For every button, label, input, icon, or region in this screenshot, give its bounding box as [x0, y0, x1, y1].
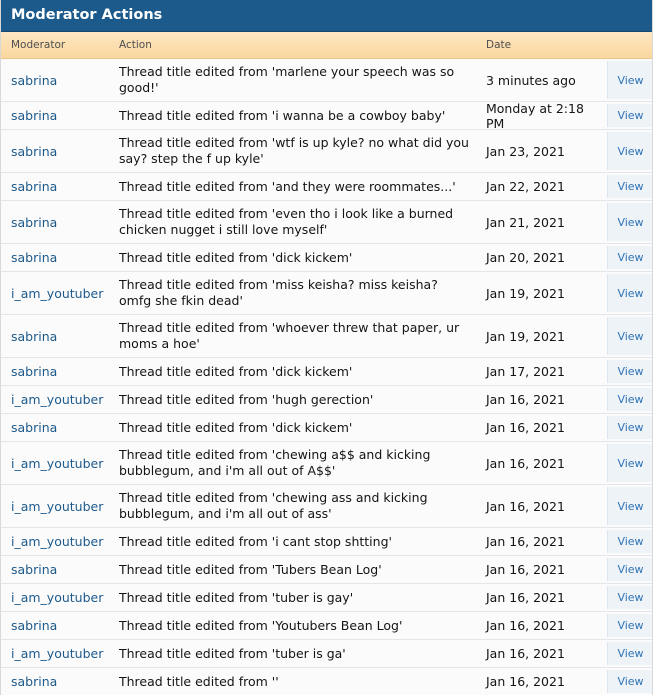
view-button[interactable]: View — [607, 317, 653, 355]
action-date: Jan 20, 2021 — [486, 250, 565, 265]
column-header-moderator: Moderator — [11, 39, 66, 51]
table-row — [1, 485, 652, 528]
action-text: Thread title edited from 'even tho i look like a burned chicken nugget i still love myself' — [119, 206, 454, 237]
view-button[interactable]: View — [607, 530, 653, 553]
moderator-link[interactable]: sabrina — [11, 364, 58, 379]
moderator-link[interactable]: sabrina — [11, 562, 58, 577]
view-button[interactable]: View — [607, 175, 653, 198]
view-button[interactable]: View — [607, 203, 653, 241]
view-button[interactable]: View — [607, 388, 653, 411]
table-row — [1, 358, 652, 386]
action-text: Thread title edited from 'tuber is gay' — [119, 589, 354, 605]
moderator-link[interactable]: i_am_youtuber — [11, 285, 104, 301]
action-text: Thread title edited from 'dick kickem' — [119, 249, 353, 265]
moderator-link[interactable]: i_am_youtuber — [11, 498, 104, 514]
action-date: Jan 22, 2021 — [486, 179, 565, 194]
moderator-actions-table — [1, 59, 652, 695]
table-row — [1, 315, 652, 358]
action-date: Jan 17, 2021 — [486, 364, 565, 379]
view-button[interactable]: View — [607, 670, 653, 693]
table-row — [1, 130, 652, 173]
view-button[interactable]: View — [607, 132, 653, 170]
view-button[interactable]: View — [607, 586, 653, 609]
moderator-link[interactable]: i_am_youtuber — [11, 534, 104, 549]
table-row — [1, 528, 652, 556]
view-button[interactable]: View — [607, 444, 653, 482]
table-row — [1, 584, 652, 612]
view-button[interactable]: View — [607, 614, 653, 637]
moderator-link[interactable]: i_am_youtuber — [11, 646, 104, 661]
action-text: Thread title edited from 'Tubers Bean Log' — [119, 561, 382, 577]
table-row — [1, 612, 652, 640]
table-header — [1, 32, 652, 59]
action-text: Thread title edited from 'chewing a$$ and kicking bubblegum, and i'm all out of A$$' — [119, 447, 431, 478]
moderator-link[interactable]: i_am_youtuber — [11, 590, 104, 605]
table-row — [1, 386, 652, 414]
action-text: Thread title edited from 'tuber is ga' — [119, 645, 346, 661]
action-date: Jan 16, 2021 — [486, 392, 565, 407]
action-text: Thread title edited from 'dick kickem' — [119, 419, 353, 435]
moderator-link[interactable]: sabrina — [11, 328, 58, 344]
table-row — [1, 59, 652, 102]
table-row — [1, 640, 652, 668]
panel-title: Moderator Actions — [1, 0, 652, 32]
action-text: Thread title edited from 'Youtubers Bean Log' — [119, 617, 403, 633]
action-date: Jan 21, 2021 — [486, 214, 565, 230]
moderator-link[interactable]: sabrina — [11, 618, 58, 633]
action-text: Thread title edited from 'i cant stop shtting' — [119, 533, 392, 549]
moderator-link[interactable]: i_am_youtuber — [11, 392, 104, 407]
moderator-link[interactable]: sabrina — [11, 250, 58, 265]
view-button[interactable]: View — [607, 416, 653, 439]
action-text: Thread title edited from 'dick kickem' — [119, 363, 353, 379]
table-row — [1, 102, 652, 130]
view-button[interactable]: View — [607, 104, 653, 127]
action-date: Jan 16, 2021 — [486, 646, 565, 661]
action-text: Thread title edited from 'miss keisha? miss keisha? omfg she fkin dead' — [119, 277, 438, 308]
action-date: Jan 16, 2021 — [486, 562, 565, 577]
action-text: Thread title edited from 'marlene your speech was so good!' — [119, 64, 455, 95]
table-row — [1, 414, 652, 442]
action-date: Jan 16, 2021 — [486, 420, 565, 435]
action-date: Jan 23, 2021 — [486, 143, 565, 159]
table-row — [1, 244, 652, 272]
action-text: Thread title edited from '' — [119, 673, 279, 689]
moderator-link[interactable]: sabrina — [11, 420, 58, 435]
moderator-link[interactable]: sabrina — [11, 108, 58, 123]
moderator-link[interactable]: sabrina — [11, 143, 58, 159]
moderator-link[interactable]: sabrina — [11, 674, 58, 689]
table-row — [1, 272, 652, 315]
action-date: Jan 16, 2021 — [486, 534, 565, 549]
moderator-link[interactable]: sabrina — [11, 179, 58, 194]
action-text: Thread title edited from 'i wanna be a cowboy baby' — [119, 107, 446, 123]
view-button[interactable]: View — [607, 246, 653, 269]
action-date: Jan 19, 2021 — [486, 285, 565, 301]
table-row — [1, 442, 652, 485]
view-button[interactable]: View — [607, 274, 653, 312]
table-row — [1, 201, 652, 244]
moderator-link[interactable]: sabrina — [11, 214, 58, 230]
table-row — [1, 556, 652, 584]
moderator-link[interactable]: sabrina — [11, 72, 58, 88]
view-button[interactable]: View — [607, 558, 653, 581]
action-text: Thread title edited from 'whoever threw that paper, ur moms a hoe' — [119, 320, 460, 351]
column-header-date: Date — [486, 39, 512, 51]
action-date: Jan 19, 2021 — [486, 328, 565, 344]
action-text: Thread title edited from 'and they were roommates...' — [119, 178, 456, 194]
view-button[interactable]: View — [607, 360, 653, 383]
action-text: Thread title edited from 'wtf is up kyle? no what did you say? step the f up kyle' — [119, 135, 469, 166]
table-row — [1, 173, 652, 201]
view-button[interactable]: View — [607, 642, 653, 665]
action-text: Thread title edited from 'hugh gerection' — [119, 391, 374, 407]
action-date: Jan 16, 2021 — [486, 498, 565, 514]
action-date: Jan 16, 2021 — [486, 590, 565, 605]
table-row — [1, 668, 652, 695]
action-date: Jan 16, 2021 — [486, 618, 565, 633]
action-date: Monday at 2:18 PM — [486, 100, 584, 131]
view-button[interactable]: View — [607, 487, 653, 525]
view-button[interactable]: View — [607, 61, 653, 99]
action-text: Thread title edited from 'chewing ass and kicking bubblegum, and i'm all out of ass' — [119, 490, 428, 521]
action-date: Jan 16, 2021 — [486, 674, 565, 689]
moderator-link[interactable]: i_am_youtuber — [11, 455, 104, 471]
action-date: Jan 16, 2021 — [486, 455, 565, 471]
column-header-action: Action — [119, 39, 152, 51]
action-date: 3 minutes ago — [486, 72, 576, 88]
